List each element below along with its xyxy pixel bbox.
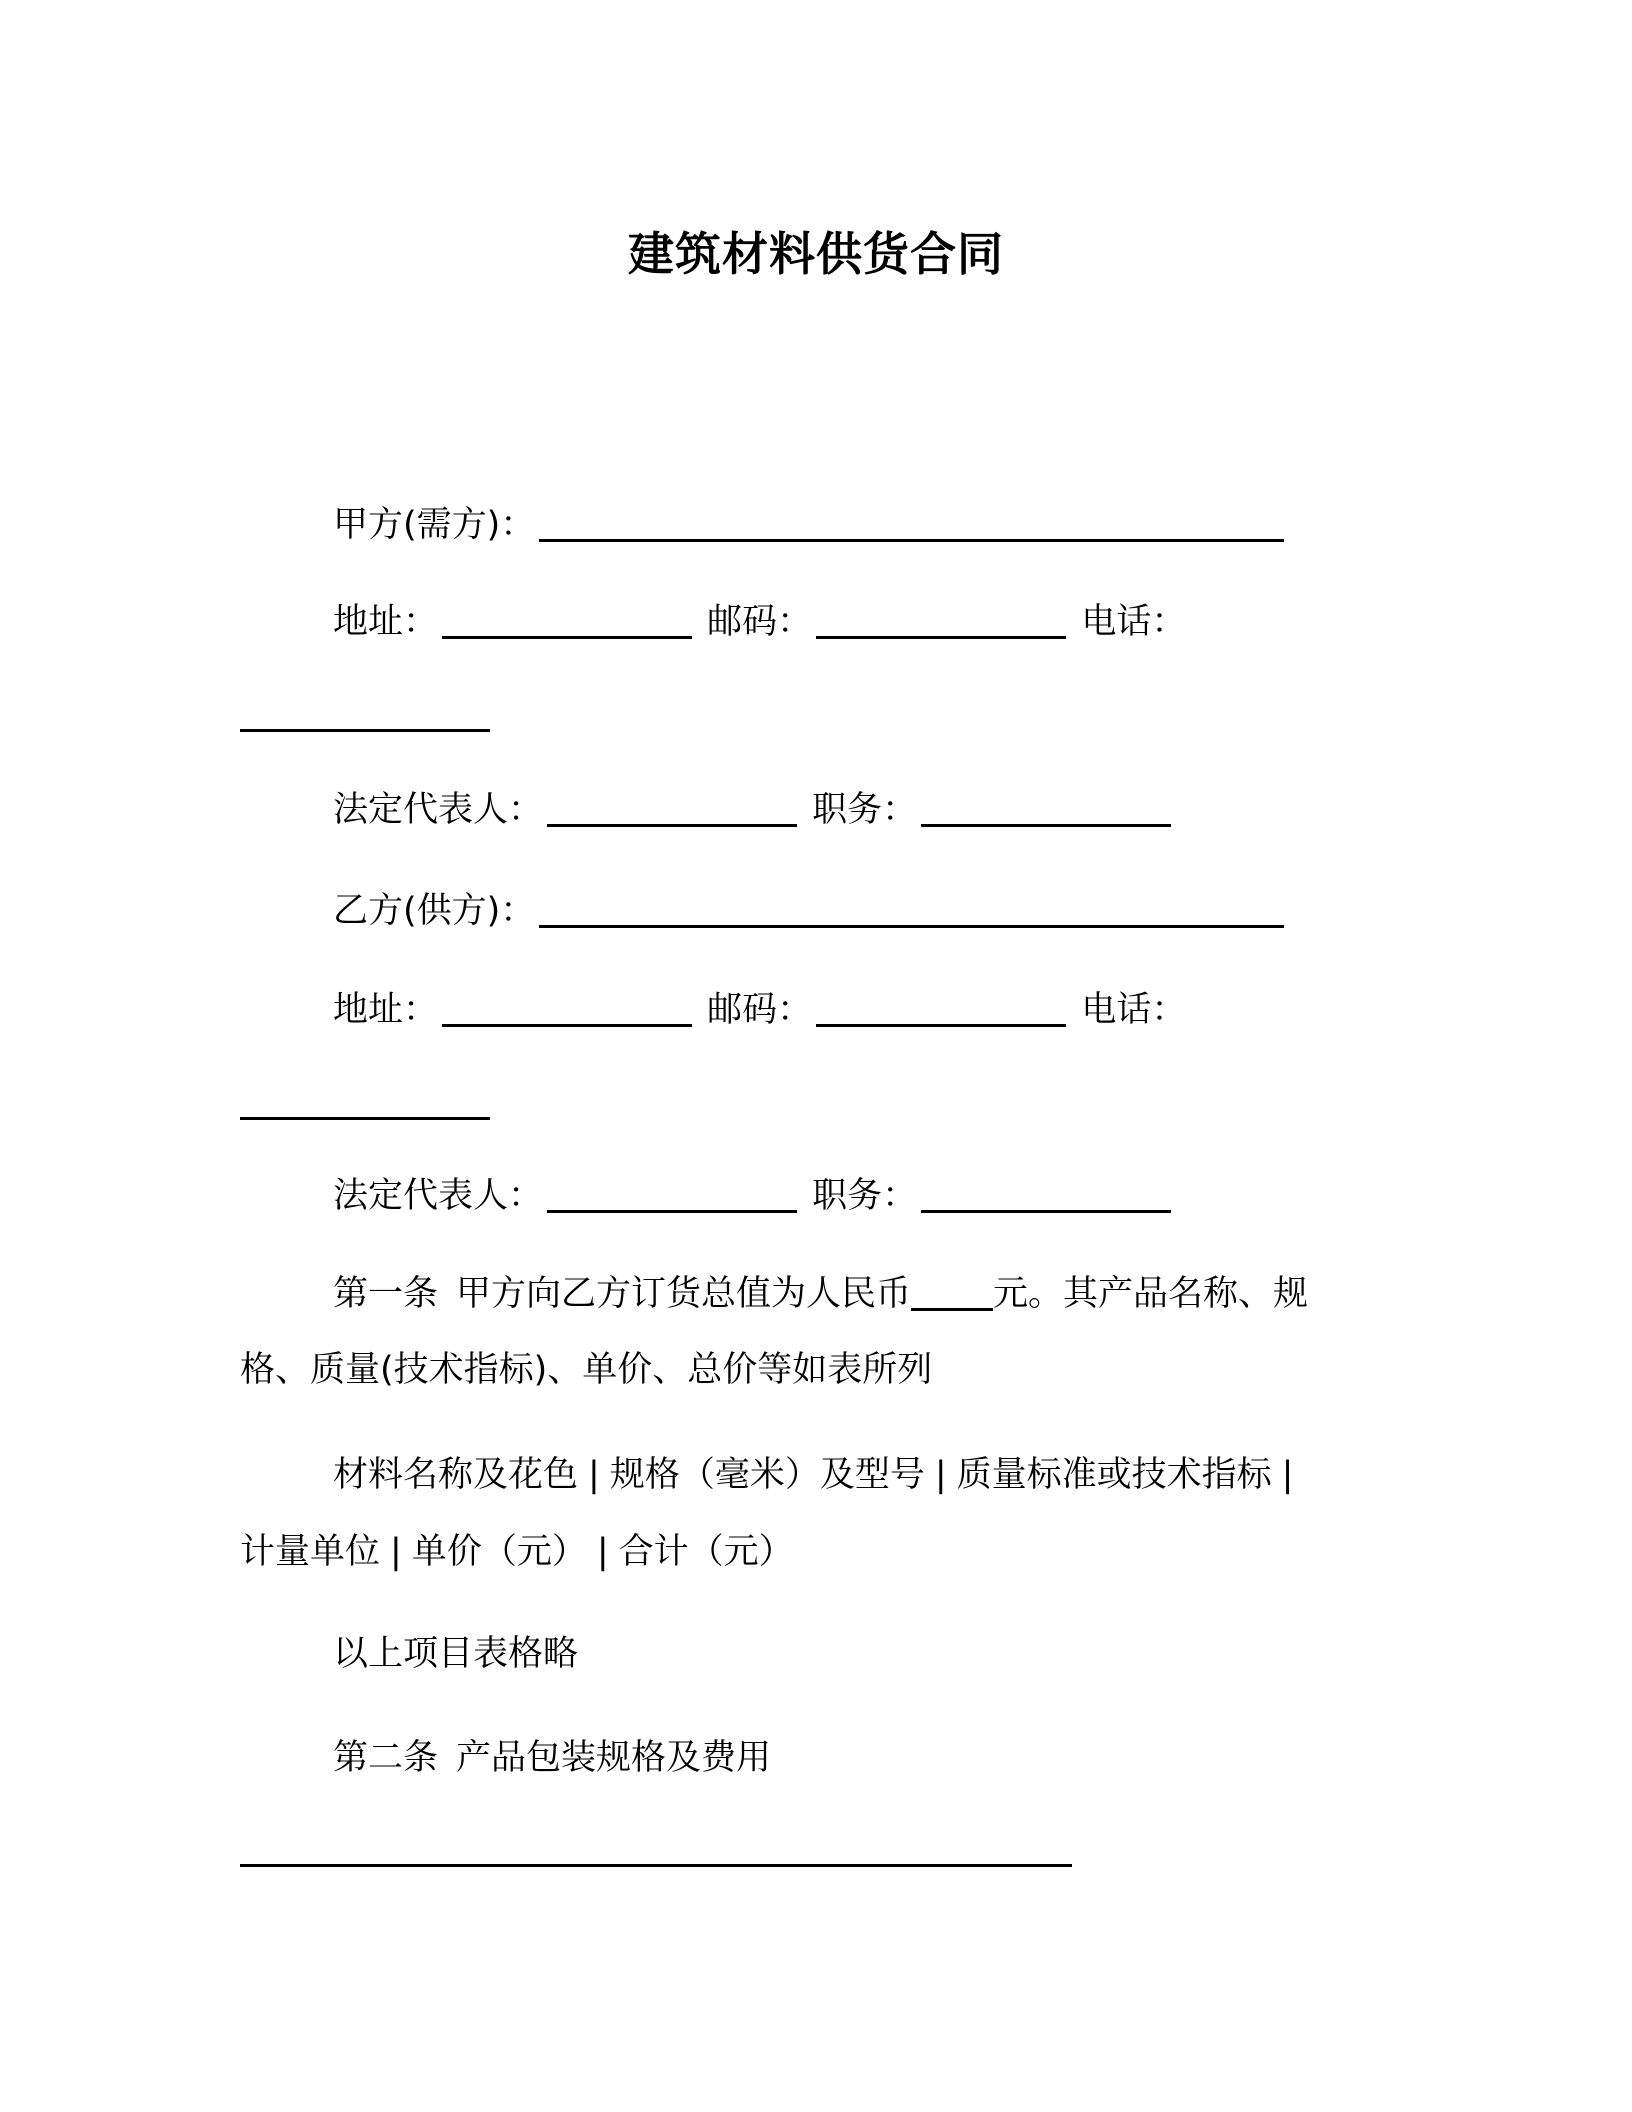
party-b-label: 乙方(供方)： — [333, 891, 536, 931]
party-a-postcode-blank — [816, 604, 1066, 639]
party-b-phone-label: 电话： — [1081, 990, 1187, 1030]
table-note: 以上项目表格略 — [333, 1634, 579, 1674]
table-col1: 材料名称及花色 — [333, 1455, 579, 1495]
table-separator: | — [1281, 1455, 1294, 1495]
party-b-position-blank — [921, 1178, 1171, 1213]
party-a-phone-blank — [240, 697, 490, 732]
document-title: 建筑材料供货合同 — [628, 227, 1004, 281]
party-a-line — [333, 507, 1288, 543]
party-b-rep-line — [333, 1178, 1175, 1214]
party-a-rep-line — [333, 792, 1175, 828]
article2-line — [333, 1738, 772, 1778]
party-b-address-line — [333, 992, 1186, 1028]
party-a-address-label: 地址： — [333, 602, 439, 642]
party-b-postcode-label: 邮码： — [707, 990, 813, 1030]
party-a-phone-line — [240, 697, 494, 733]
party-a-blank — [539, 507, 1284, 542]
table-header-line1 — [333, 1455, 1303, 1495]
party-a-postcode-label: 邮码： — [707, 602, 813, 642]
table-header-line2 — [240, 1532, 794, 1572]
table-col2: 规格（毫米）及型号 — [609, 1455, 925, 1495]
party-a-address-line — [333, 604, 1186, 640]
table-separator: | — [588, 1455, 600, 1495]
table-separator: | — [596, 1532, 609, 1572]
article2-blank — [240, 1832, 1072, 1867]
party-b-blank — [539, 893, 1284, 928]
article1-amount-blank — [911, 1276, 993, 1311]
article2-text: 产品包装规格及费用 — [456, 1738, 772, 1778]
table-col4: 计量单位 — [240, 1532, 381, 1572]
article1-text-b: 元。其产品名称、规 — [993, 1274, 1309, 1314]
article1-heading: 第一条 — [333, 1274, 439, 1314]
party-b-phone-line — [240, 1085, 494, 1121]
party-b-postcode-blank — [816, 992, 1066, 1027]
party-a-position-blank — [921, 792, 1171, 827]
party-b-address-label: 地址： — [333, 990, 439, 1030]
party-b-address-blank — [442, 992, 692, 1027]
party-a-phone-label: 电话： — [1081, 602, 1187, 642]
table-separator: | — [390, 1532, 402, 1572]
article1-line2 — [240, 1350, 933, 1390]
article1-line1 — [333, 1276, 1308, 1312]
party-a-address-blank — [442, 604, 692, 639]
article2-blank-line — [240, 1832, 1076, 1868]
party-a-position-label: 职务： — [812, 790, 918, 830]
party-b-position-label: 职务： — [812, 1176, 918, 1216]
article1-text-c: 格、质量(技术指标)、单价、总价等如表所列 — [240, 1350, 933, 1390]
party-a-rep-label: 法定代表人： — [333, 790, 544, 830]
table-separator: | — [934, 1455, 947, 1495]
party-b-rep-label: 法定代表人： — [333, 1176, 544, 1216]
party-b-rep-blank — [547, 1178, 797, 1213]
article2-heading: 第二条 — [333, 1738, 439, 1778]
party-b-phone-blank — [240, 1085, 490, 1120]
party-a-rep-blank — [547, 792, 797, 827]
table-col3: 质量标准或技术指标 — [956, 1455, 1272, 1495]
table-col5: 单价（元） — [411, 1532, 587, 1572]
article1-text-a: 甲方向乙方订货总值为人民币 — [456, 1274, 912, 1314]
table-col6: 合计（元） — [618, 1532, 794, 1572]
party-a-label: 甲方(需方)： — [333, 505, 536, 545]
party-b-line — [333, 893, 1288, 929]
